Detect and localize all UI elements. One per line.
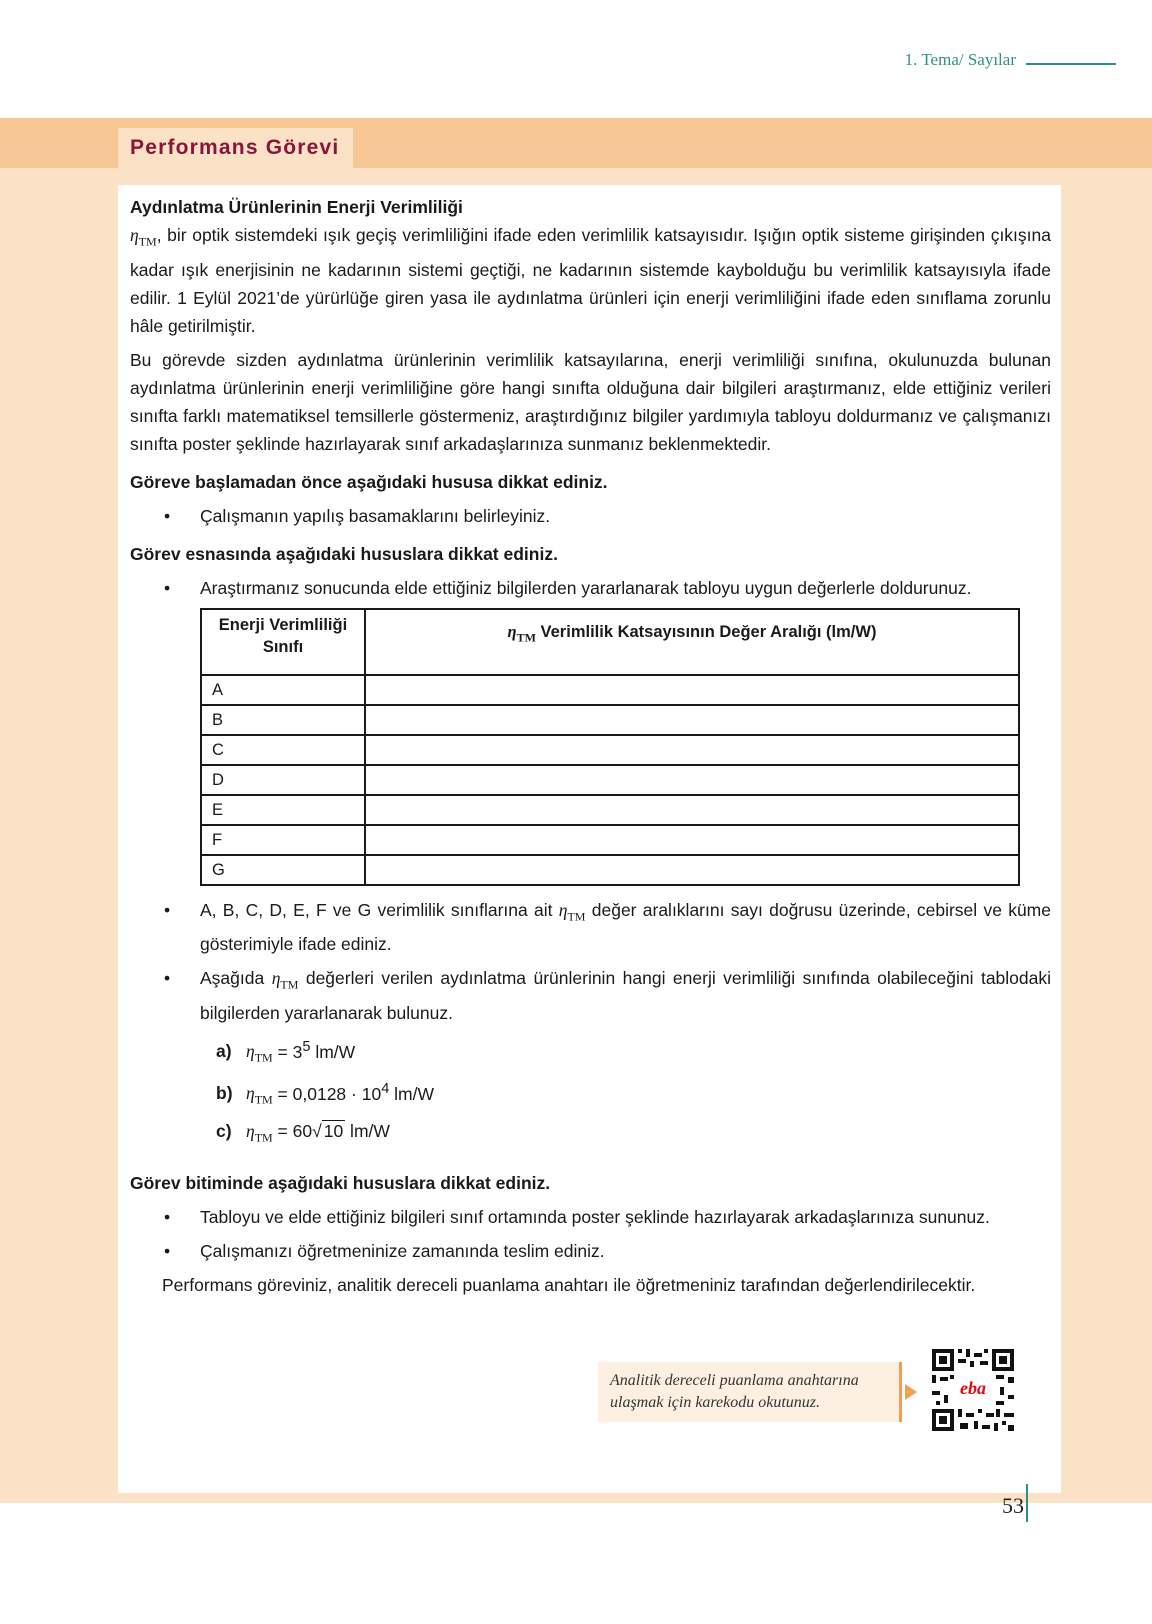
option-a bbox=[200, 1033, 1051, 1075]
task-title: Aydınlatma Ürünlerinin Enerji Verimliliği bbox=[130, 197, 463, 217]
intro-paragraph-2: Bu görevde sizden aydınlatma ürünlerinin verimlilik katsayılarına, enerji verimliliği sınıfına, okulunuzda bulunan aydınlatma ürünlerinin enerji verimliliğine göre hangi sınıfta olduğuna dair bilgileri araştırmanız, elde ettiğiniz verileri sınıfta farklı matematiksel temsillerle göstermeniz, araştırdığınız bilgiler yardımıyla tabloyu doldurmanız ve çalışmanızı sınıfta poster şeklinde hazırlayarak sınıf arkadaşlarınıza sunmanız beklenmektedir. bbox=[130, 349, 1051, 454]
table-row bbox=[201, 855, 1019, 885]
table-cell-class: A bbox=[201, 675, 365, 705]
task-card bbox=[118, 185, 1061, 1493]
eta-symbol: $\eta_{TM}$ bbox=[507, 621, 536, 644]
table-cell-range[interactable] bbox=[365, 765, 1019, 795]
table-cell-class: G bbox=[201, 855, 365, 885]
before-list bbox=[130, 502, 1051, 530]
table-header-row bbox=[201, 609, 1019, 675]
table-row bbox=[201, 675, 1019, 705]
intro-paragraph-1: $\eta_{TM}$, bir optik sistemdeki ışık geçiş verimliliğini ifade eden verimlilik katsayısıdır. Işığın optik sisteme girişinden çıkışına kadar ışık enerjisinin ne kadarının sistemi geçtiği, ne kadarının sistemde kaybolduğu bu verimlilik katsayısıyla ifade edilir. 1 Eylül 2021’de yürürlüğe giren yasa ile aydınlatma ürünleri için enerji verimliliğini ifade eden sınıflama zorunlu hâle getirilmiştir. bbox=[130, 225, 1051, 336]
page-header bbox=[905, 50, 1116, 70]
list-item: • Araştırmanız sonucunda elde ettiğiniz bilgilerden yararlanarak tabloyu uygun değerlerle doldurunuz. bbox=[130, 574, 1051, 602]
table-cell-range[interactable] bbox=[365, 855, 1019, 885]
table-cell-class: F bbox=[201, 825, 365, 855]
eba-logo: eba bbox=[954, 1377, 992, 1399]
after-heading: Görev bitiminde aşağıdaki hususlara dikkat ediniz. bbox=[130, 1172, 551, 1193]
during-heading: Görev esnasında aşağıdaki hususlara dikkat ediniz. bbox=[130, 543, 558, 564]
table-cell-range[interactable] bbox=[365, 795, 1019, 825]
option-b bbox=[200, 1075, 1051, 1117]
section-tab: Performans Görevi bbox=[118, 128, 353, 168]
table-cell-range[interactable] bbox=[365, 825, 1019, 855]
eta-symbol: $\eta_{TM}$ bbox=[271, 968, 299, 992]
option-expression: $\eta_{TM} = 3^5$ lm/W bbox=[246, 1038, 356, 1065]
option-label: a) bbox=[216, 1041, 232, 1062]
table-row bbox=[201, 825, 1019, 855]
table-cell-class: E bbox=[201, 795, 365, 825]
before-heading: Göreve başlamadan önce aşağıdaki hususa dikkat ediniz. bbox=[130, 471, 608, 492]
table-cell-range[interactable] bbox=[365, 675, 1019, 705]
table-row bbox=[201, 735, 1019, 765]
page-number-rule bbox=[1026, 1484, 1028, 1522]
during-list bbox=[130, 574, 1051, 602]
option-c bbox=[200, 1117, 1051, 1159]
sqrt-sign: √ bbox=[312, 1120, 322, 1141]
table-header-class: Enerji Verimliliği Sınıfı bbox=[201, 609, 365, 675]
closing-paragraph: Performans göreviniz, analitik dereceli puanlama anahtarı ile öğretmeniniz tarafından değerlendirilecektir. bbox=[162, 1274, 976, 1295]
table-cell-class: D bbox=[201, 765, 365, 795]
sqrt-radicand: 10 bbox=[323, 1120, 344, 1141]
header-rule bbox=[1026, 63, 1116, 65]
list-item: • A, B, C, D, E, F ve G verimlilik sınıflarına ait $\eta_{TM}$ değer aralıklarını sayı doğrusu üzerinde, cebirsel ve küme gösterimiyle ifade ediniz. bbox=[130, 896, 1051, 959]
option-expression: $\eta_{TM} = 60√$ 10 lm/W bbox=[246, 1120, 390, 1144]
table-header-range: $\eta_{TM}$ Verimlilik Katsayısının Değer Aralığı (lm/W) bbox=[365, 609, 1019, 675]
table-cell-class: B bbox=[201, 705, 365, 735]
options-list bbox=[200, 1033, 1051, 1159]
page-number: 53 bbox=[1002, 1493, 1024, 1518]
option-label: c) bbox=[216, 1120, 232, 1141]
task-content bbox=[130, 193, 1051, 1299]
qr-code[interactable] bbox=[930, 1347, 1016, 1433]
qr-note: Analitik dereceli puanlama anahtarına ulaşmak için karekodu okutunuz. bbox=[598, 1362, 902, 1422]
eta-symbol: $\eta_{TM}$ bbox=[130, 225, 157, 249]
table-row bbox=[201, 765, 1019, 795]
table-cell-class: C bbox=[201, 735, 365, 765]
during-list-continued bbox=[130, 896, 1051, 1027]
breadcrumb: 1. Tema/ Sayılar bbox=[904, 50, 1016, 69]
option-label: b) bbox=[216, 1083, 233, 1104]
eta-symbol: $\eta_{TM}$ bbox=[558, 899, 586, 923]
option-expression: $\eta_{TM} = 0,0128 \cdot 10^4$ lm/W bbox=[246, 1080, 435, 1107]
list-item: • Çalışmanın yapılış basamaklarını belirleyiniz. bbox=[130, 502, 1051, 530]
list-item: • Tabloyu ve elde ettiğiniz bilgileri sınıf ortamında poster şeklinde hazırlayarak arkadaşlarınıza sununuz. bbox=[130, 1203, 1051, 1231]
list-item: • Aşağıda $\eta_{TM}$ değerleri verilen aydınlatma ürünlerinin hangi enerji verimliliği sınıfında olabileceğini tablodaki bilgilerden yararlanarak bulunuz. bbox=[130, 964, 1051, 1027]
arrow-right-icon bbox=[905, 1384, 917, 1400]
table-cell-range[interactable] bbox=[365, 735, 1019, 765]
efficiency-table bbox=[200, 608, 1020, 886]
table-cell-range[interactable] bbox=[365, 705, 1019, 735]
table-row bbox=[201, 795, 1019, 825]
table-row bbox=[201, 705, 1019, 735]
list-item: • Çalışmanızı öğretmeninize zamanında teslim ediniz. bbox=[130, 1237, 1051, 1265]
after-list bbox=[130, 1203, 1051, 1265]
